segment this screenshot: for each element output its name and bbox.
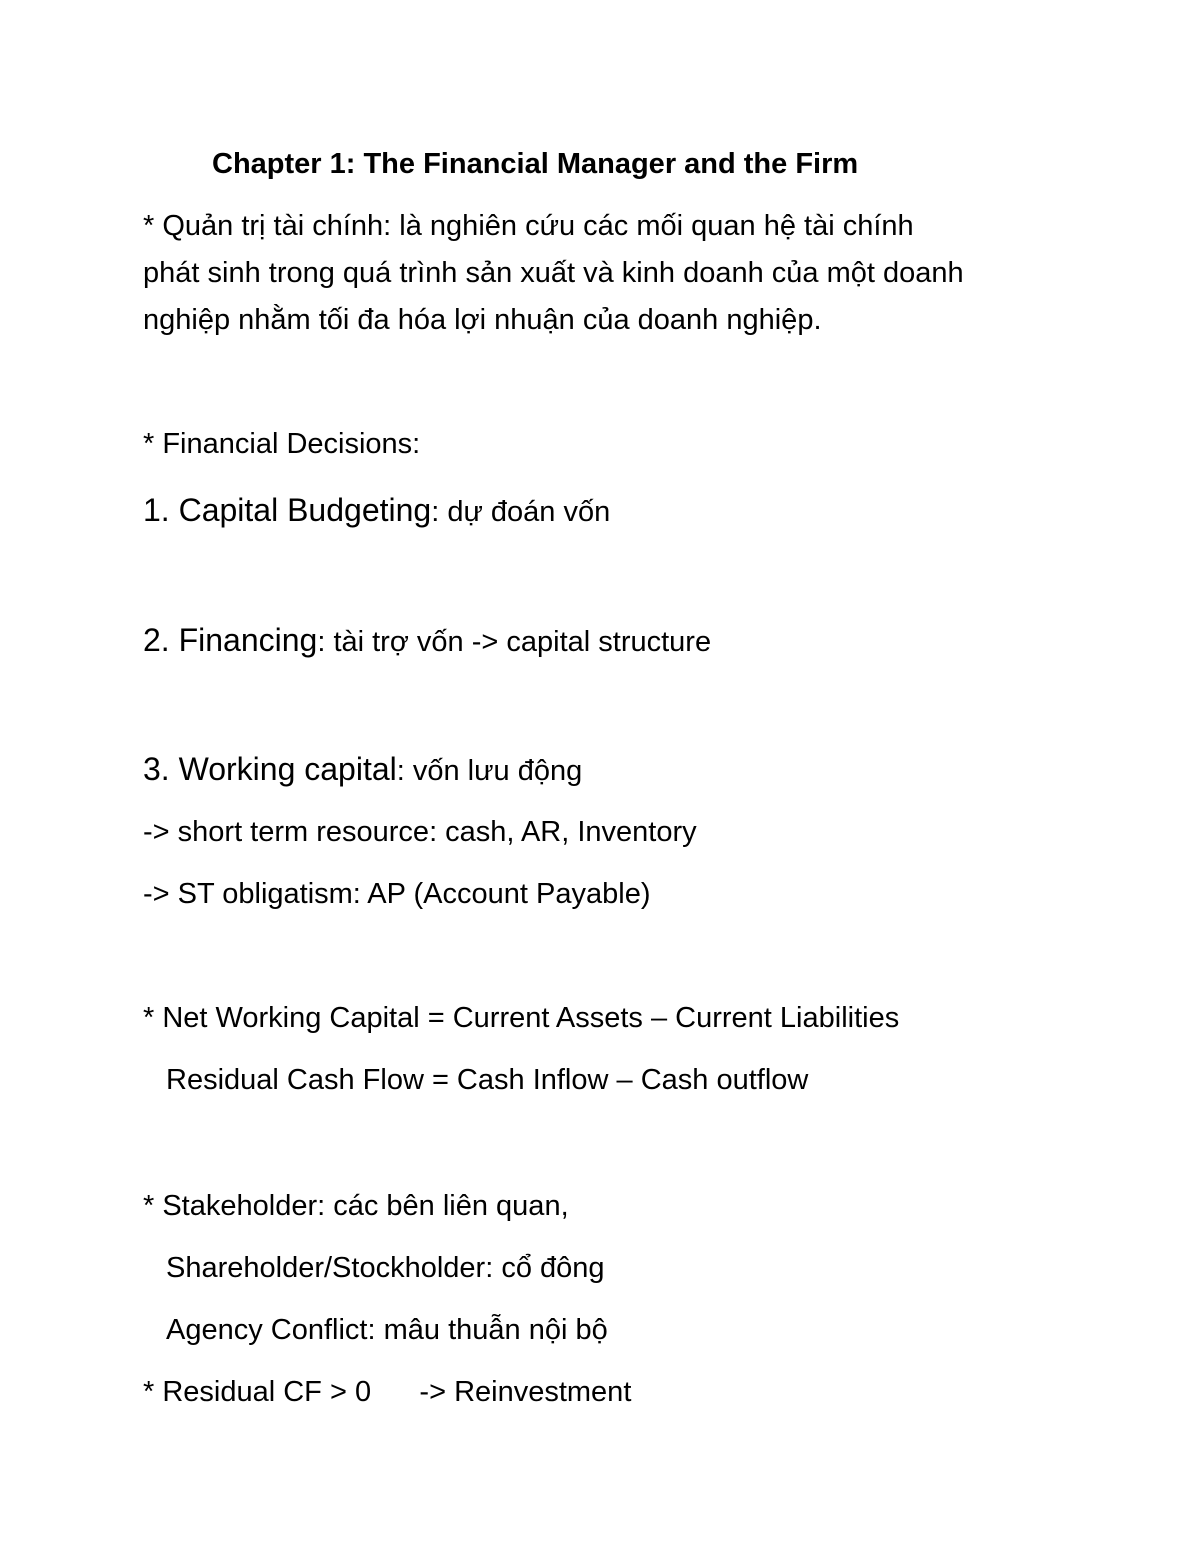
decision-desc: : dự đoán vốn [431,496,611,528]
decision-term: 1. Capital Budgeting [143,492,432,528]
decision-desc: : vốn lưu động [396,755,583,787]
decision-term: 3. Working capital [143,751,397,787]
decision-item-3 [143,753,582,786]
shareholder-line: Shareholder/Stockholder: cổ đông [166,1252,605,1284]
decision-term: 2. Financing [143,622,318,658]
definition-line-2: phát sinh trong quá trình sản xuất và kinh doanh của một doanh [143,257,964,289]
residual-cash-flow-formula: Residual Cash Flow = Cash Inflow – Cash outflow [166,1064,809,1096]
working-capital-sub-1: -> short term resource: cash, AR, Inventory [143,816,697,848]
decision-item-2 [143,624,711,657]
decisions-heading: * Financial Decisions: [143,428,421,460]
decision-item-1 [143,494,610,527]
working-capital-sub-2: -> ST obligatism: AP (Account Payable) [143,878,651,910]
net-working-capital-formula: * Net Working Capital = Current Assets – Current Liabilities [143,1002,900,1034]
stakeholder-line: * Stakeholder: các bên liên quan, [143,1190,569,1222]
definition-line-3: nghiệp nhằm tối đa hóa lợi nhuận của doanh nghiệp. [143,304,822,336]
residual-cf-line: * Residual CF > 0 -> Reinvestment [143,1376,632,1408]
agency-conflict-line: Agency Conflict: mâu thuẫn nội bộ [166,1314,608,1346]
definition-line-1: * Quản trị tài chính: là nghiên cứu các mối quan hệ tài chính [143,210,914,242]
decision-desc: : tài trợ vốn -> capital structure [317,626,712,658]
page-title: Chapter 1: The Financial Manager and the Firm [212,148,859,180]
